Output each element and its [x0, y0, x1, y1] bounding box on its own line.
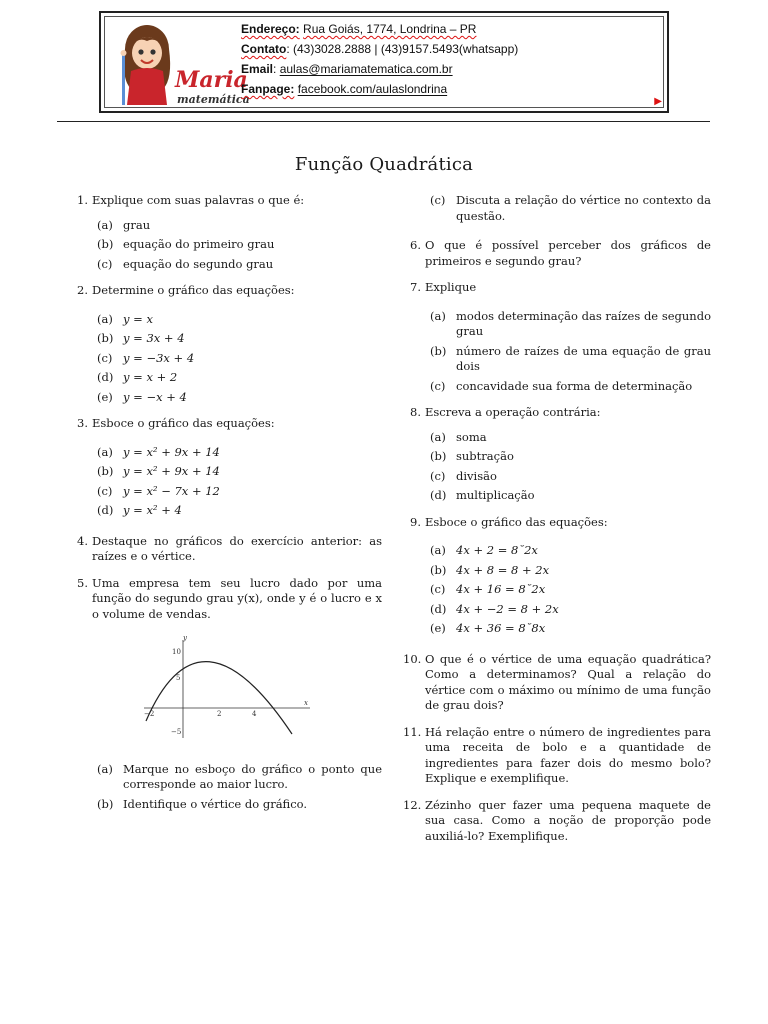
question-text: Esboce o gráfico das equações: [425, 514, 608, 529]
parabola-curve [146, 662, 292, 734]
question-number: 11. [403, 724, 422, 739]
question-9 [403, 515, 711, 637]
question-number: 2. [77, 283, 88, 297]
email-label: Email [241, 62, 274, 76]
fanpage-line [241, 79, 518, 99]
sub-items [425, 543, 711, 637]
tick-label-y10: 10 [172, 648, 181, 656]
sub-item: (b) y = 3x + 4 [97, 331, 185, 345]
address-line [241, 19, 518, 39]
question-6 [403, 238, 711, 269]
question-11 [403, 725, 711, 787]
email-line: Email: aulas@mariamatematica.com.br [241, 62, 453, 76]
fanpage-link[interactable]: facebook.com/aulaslondrina [297, 82, 448, 96]
tick-label-yneg5: −5 [171, 728, 182, 736]
tick-label-x2: 2 [217, 710, 222, 718]
sub-items [92, 312, 382, 406]
parabola-graph [142, 632, 312, 740]
sub-item: (c) equação do segundo grau [97, 256, 274, 271]
question-number: 12. [403, 797, 422, 812]
question-number: 4. [77, 533, 88, 548]
question-text: O que é o vértice de uma equação quadrática? Como a determinamos? Qual a relação do vértice com o máximo ou mínimo de uma função de grau dois? [425, 651, 711, 712]
address-value: Rua Goiás, 1774, Londrina – PR [303, 22, 477, 36]
sub-item: (b) Identifique o vértice do gráfico. [97, 796, 308, 811]
sub-item: (b) y = x² + 9x + 14 [97, 464, 220, 478]
sub-item: (c) y = −3x + 4 [97, 350, 195, 365]
sub-item: (a) soma [430, 429, 487, 444]
question-text: Explique com suas palavras o que é: [92, 193, 305, 207]
tick-label-xneg2: −2 [144, 710, 155, 718]
sub-items [425, 430, 711, 504]
question-number: 3. [77, 416, 88, 430]
question-1 [70, 193, 382, 272]
question-text: Esboce o gráfico das equações: [92, 416, 275, 430]
question-number: 5. [77, 575, 88, 590]
contact-info [241, 19, 518, 99]
phone-line [241, 39, 518, 59]
sub-item: (c) y = x² − 7x + 12 [97, 483, 220, 498]
question-text: O que é possível perceber dos gráficos de primeiros e segundo grau? [425, 238, 711, 268]
sub-item: (a) 4x + 2 = 8˘2x [430, 543, 538, 557]
question-5-continued [403, 193, 711, 224]
question-number: 8. [410, 405, 421, 419]
phone-value: : (43)3028.2888 | (43)9157.5493(whatsapp) [286, 42, 519, 56]
sub-items [92, 445, 382, 519]
svg-text:Maria: Maria [175, 67, 248, 93]
question-text: Uma empresa tem seu lucro dado por uma função do segundo grau y(x), onde y é o lucro e x o volume de vendas. [92, 575, 382, 621]
sub-item: (b) equação do primeiro grau [97, 237, 275, 251]
question-text: Zézinho quer fazer uma pequena maquete de sua casa. Como a noção de proporção pode auxiliá-lo? Exemplifique. [425, 797, 711, 843]
sub-item: (b) número de raízes de uma equação de grau dois [430, 343, 711, 373]
question-text: Explique [425, 280, 477, 294]
phone-label: Contato [241, 42, 287, 56]
sub-item: (c) concavidade sua forma de determinação [430, 378, 693, 393]
question-7 [403, 280, 711, 394]
question-text: Destaque no gráficos do exercício anterior: as raízes e o vértice. [92, 533, 382, 563]
sub-item: (b) 4x + 8 = 8 + 2x [430, 562, 550, 577]
maria-logo [115, 19, 250, 109]
question-2 [70, 283, 382, 405]
x-axis-label: x [304, 699, 308, 707]
question-4 [70, 534, 382, 565]
tick-label-x4: 4 [252, 710, 257, 718]
sub-items [92, 762, 382, 813]
tick-label-y5: 5 [176, 674, 181, 682]
sub-item: (b) subtração [430, 449, 514, 463]
question-text: Há relação entre o número de ingredientes para uma receita de bolo e a quantidade de ingredientes para fazer dois do mesmo bolo? Explique e exemplifique. [425, 724, 711, 785]
play-arrow-icon: ▶ [654, 96, 662, 107]
page-title: Função Quadrática [294, 154, 474, 175]
sub-item: (a) grau [97, 217, 151, 232]
sub-item: (a) modos determinação das raízes de segundo grau [430, 308, 711, 338]
sub-item: (d) 4x + −2 = 8 + 2x [430, 601, 559, 616]
question-12 [403, 798, 711, 845]
sub-item: (e) 4x + 36 = 8˘8x [430, 621, 546, 635]
sub-item: (c) divisão [430, 468, 497, 483]
sub-items [425, 309, 711, 395]
sub-item: (e) y = −x + 4 [97, 389, 187, 404]
question-10 [403, 652, 711, 714]
right-column [403, 193, 711, 855]
question-number: 6. [410, 238, 421, 252]
sub-item: (d) multiplicação [430, 488, 535, 502]
question-text: Determine o gráfico das equações: [92, 283, 295, 297]
svg-text:matemática: matemática [177, 93, 250, 106]
sub-item: (a) y = x² + 9x + 14 [97, 444, 220, 459]
question-number: 7. [410, 280, 421, 294]
question-8 [403, 405, 711, 504]
left-column [70, 193, 382, 823]
question-3 [70, 416, 382, 519]
email-link[interactable]: aulas@mariamatematica.com.br [279, 62, 453, 76]
sub-item: (d) y = x + 2 [97, 370, 178, 384]
sub-items [92, 218, 382, 273]
address-label: Endereço: [241, 22, 300, 36]
question-number: 9. [410, 514, 421, 529]
header-box [99, 11, 669, 113]
question-number: 1. [77, 193, 88, 207]
question-number: 10. [403, 651, 422, 666]
question-text: Escreva a operação contrária: [425, 405, 601, 419]
question-5 [70, 576, 382, 813]
sub-item: (a) Marque no esboço do gráfico o ponto que corresponde ao maior lucro. [97, 761, 382, 791]
y-axis-label: y [183, 634, 187, 642]
sub-item: (a) y = x [97, 311, 153, 326]
sub-item: (c) 4x + 16 = 8˘2x [430, 582, 546, 596]
sub-item: (c) Discuta a relação do vértice no contexto da questão. [430, 193, 711, 223]
header-rule [57, 121, 710, 122]
sub-item: (d) y = x² + 4 [97, 503, 182, 517]
fanpage-label: Fanpage: [241, 82, 295, 96]
